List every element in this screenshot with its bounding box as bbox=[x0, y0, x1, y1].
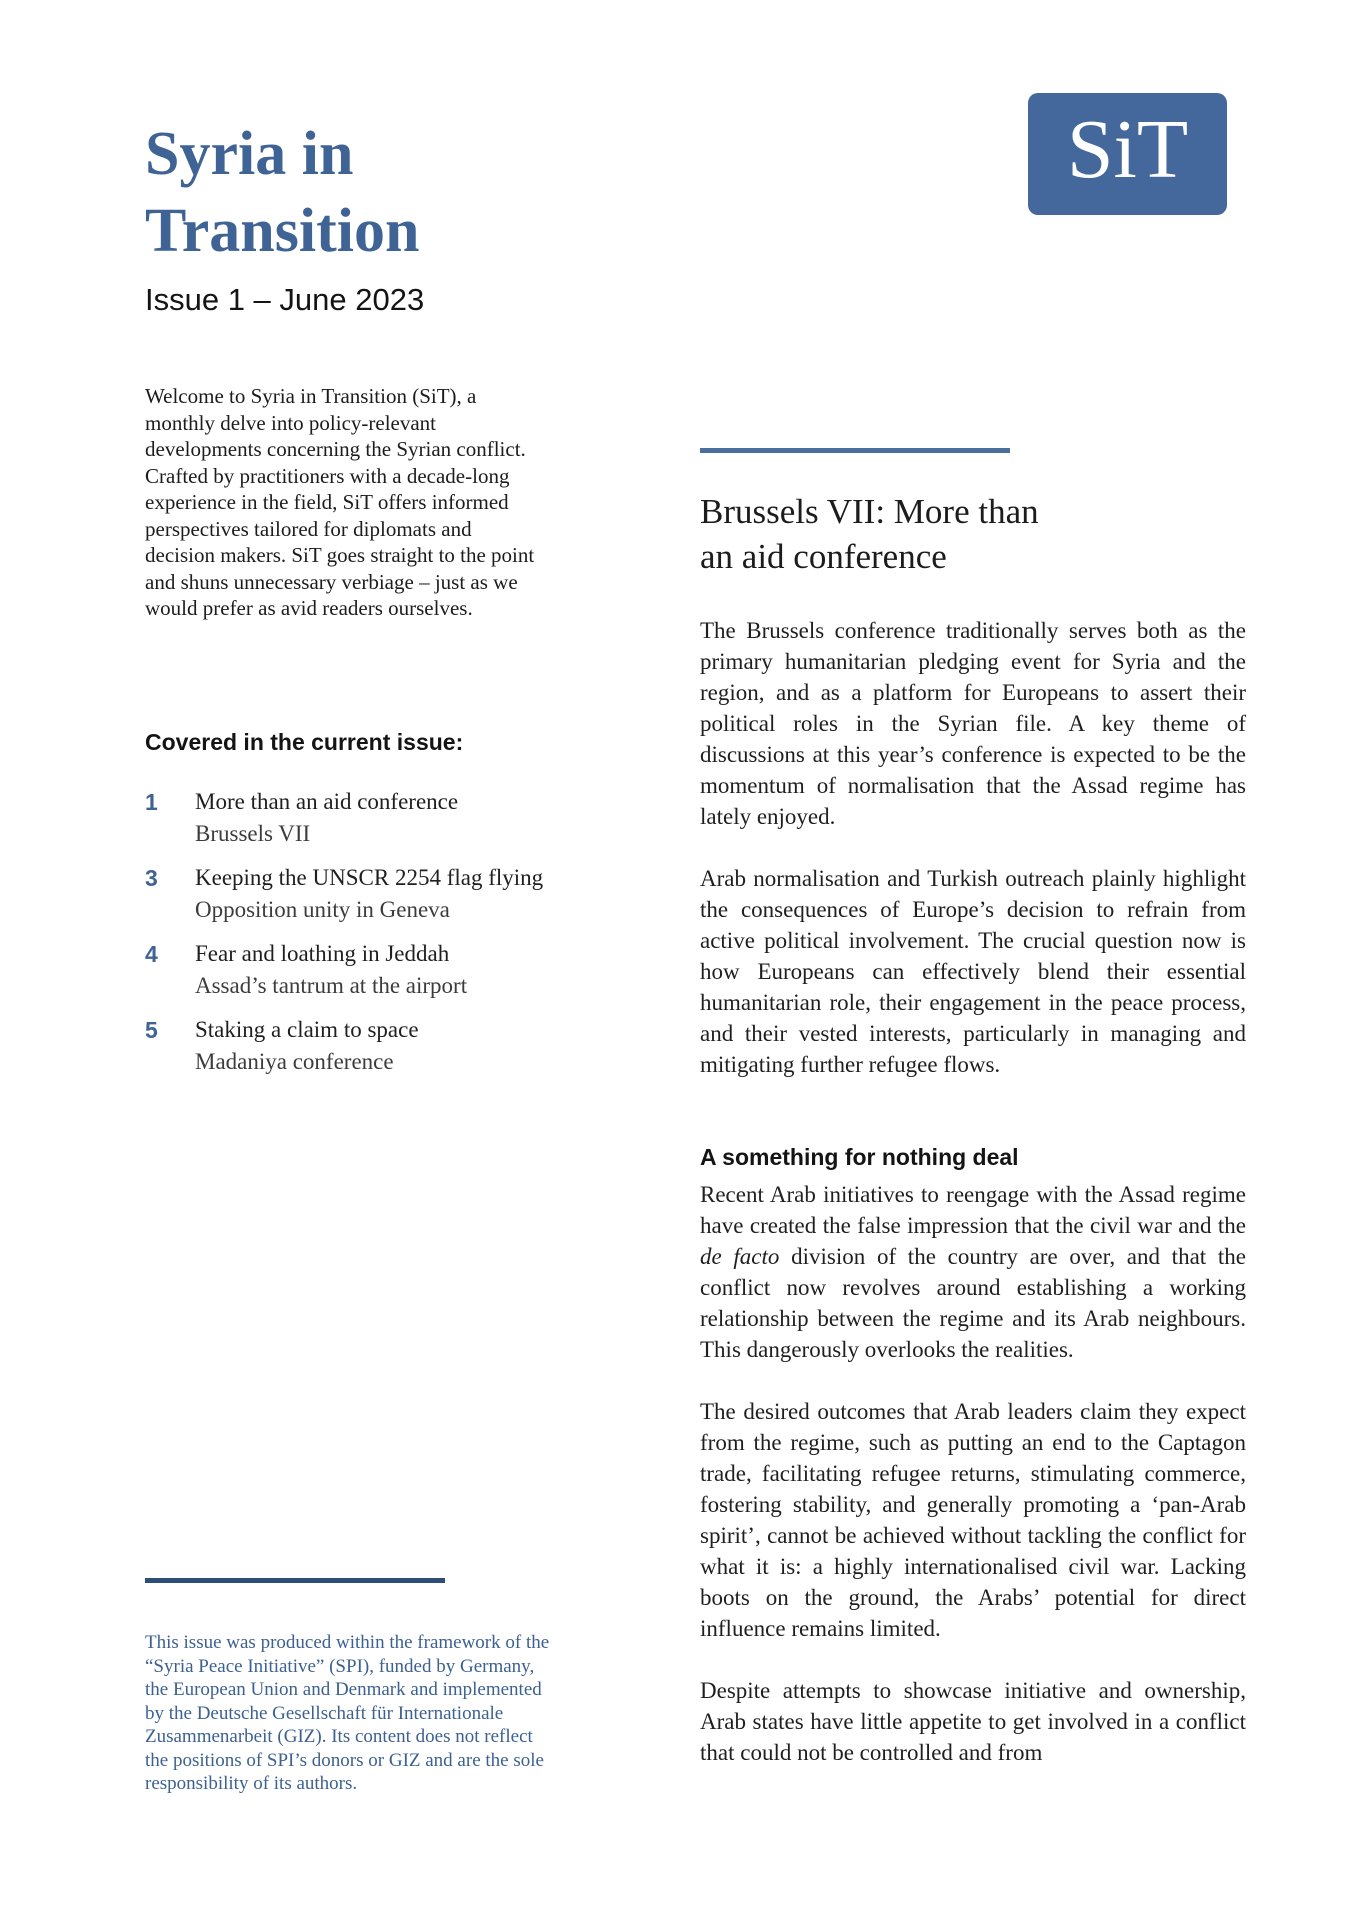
toc-item bbox=[145, 938, 575, 1002]
paragraph-text: The desired outcomes that Arab leaders claim they expect from the regime, such as putting an end to the Captagon trade, facilitating refugee returns, stimulating commerce, fostering stability, and generally promoting a ‘pan-Arab spirit’, cannot be achieved without tackling the conflict for what it is: a highly internationalised civil war. Lacking boots on the ground, the Arabs’ potential for direct influence remains limited. bbox=[700, 1399, 1246, 1641]
toc-item-subtitle: Brussels VII bbox=[195, 821, 311, 846]
toc-list bbox=[145, 786, 575, 1090]
toc-item-subtitle: Madaniya conference bbox=[195, 1049, 394, 1074]
toc-item-number: 4 bbox=[145, 941, 158, 967]
toc-item-number: 3 bbox=[145, 865, 158, 891]
masthead-title-line-2: Transition bbox=[145, 196, 420, 265]
article-title-line-2: an aid conference bbox=[700, 537, 947, 576]
paragraph-text: Despite attempts to showcase initiative and ownership, Arab states have little appetite to get involved in a conflict that could not be controlled and from bbox=[700, 1678, 1246, 1765]
toc-item-number: 1 bbox=[145, 789, 158, 815]
toc-item-title: Keeping the UNSCR 2254 flag flying bbox=[195, 865, 544, 890]
article-paragraph bbox=[700, 1179, 1246, 1365]
toc-item bbox=[145, 786, 575, 850]
masthead-title-line-1: Syria in bbox=[145, 119, 354, 188]
toc-item-subtitle: Assad’s tantrum at the airport bbox=[195, 973, 468, 998]
italic-text: de facto bbox=[700, 1244, 780, 1269]
article-title bbox=[700, 489, 1246, 579]
article-body bbox=[700, 615, 1246, 1768]
toc-item-title: Staking a claim to space bbox=[195, 1017, 419, 1042]
article-paragraph bbox=[700, 1675, 1246, 1768]
article-title-line-1: Brussels VII: More than bbox=[700, 492, 1039, 531]
paragraph-text: division of the country are over, and that the conflict now revolves around establishing a working relationship between the regime and its Arab neighbours. This dangerously overlooks the realities. bbox=[700, 1244, 1246, 1362]
article bbox=[700, 448, 1246, 1768]
toc-heading: Covered in the current issue: bbox=[145, 729, 464, 755]
sit-logo-text: SiT bbox=[1066, 103, 1189, 196]
toc-item-number: 5 bbox=[145, 1017, 158, 1043]
article-paragraph bbox=[700, 863, 1246, 1080]
welcome-paragraph: Welcome to Syria in Transition (SiT), a monthly delve into policy-relevant developments concerning the Syrian conflict. Crafted by practitioners with a decade-long experience in the field, SiT offers informed perspectives tailored for diplomats and decision makers. SiT goes straight to the point and shuns unnecessary verbiage – just as we would prefer as avid readers ourselves. bbox=[145, 384, 535, 620]
article-paragraph bbox=[700, 1396, 1246, 1644]
toc-item-subtitle: Opposition unity in Geneva bbox=[195, 897, 450, 922]
paragraph-text: The Brussels conference traditionally serves both as the primary humanitarian pledging event for Syria and the region, and as a platform for Europeans to assert their political roles in the Syrian file. A key theme of discussions at this year’s conference is expected to be the momentum of normalisation that the Assad regime has lately enjoyed. bbox=[700, 618, 1246, 829]
article-subheading: A something for nothing deal bbox=[700, 1144, 1019, 1170]
paragraph-text: Recent Arab initiatives to reengage with the Assad regime have created the false impression that the civil war and the bbox=[700, 1182, 1246, 1238]
toc-item-title: More than an aid conference bbox=[195, 789, 459, 814]
footer-divider bbox=[145, 1578, 445, 1583]
article-divider bbox=[700, 448, 1010, 453]
issue-line: Issue 1 – June 2023 bbox=[145, 282, 425, 317]
article-paragraph bbox=[700, 615, 1246, 832]
sit-logo bbox=[1028, 93, 1227, 215]
disclaimer-text: This issue was produced within the framework of the “Syria Peace Initiative” (SPI), funded by Germany, the European Union and Denmark and implemented by the Deutsche Gesellschaft für Internationale Zusammenarbeit (GIZ). Its content does not reflect the positions of SPI’s donors or GIZ and are the sole responsibility of its authors. bbox=[145, 1632, 550, 1794]
toc-item bbox=[145, 862, 575, 926]
toc-item bbox=[145, 1014, 575, 1078]
masthead-title bbox=[145, 116, 419, 270]
toc-item-title: Fear and loathing in Jeddah bbox=[195, 941, 450, 966]
paragraph-text: Arab normalisation and Turkish outreach plainly highlight the consequences of Europe’s decision to refrain from active political involvement. The crucial question now is how Europeans can effectively blend their essential humanitarian role, their engagement in the peace process, and their vested interests, particularly in managing and mitigating further refugee flows. bbox=[700, 866, 1246, 1077]
